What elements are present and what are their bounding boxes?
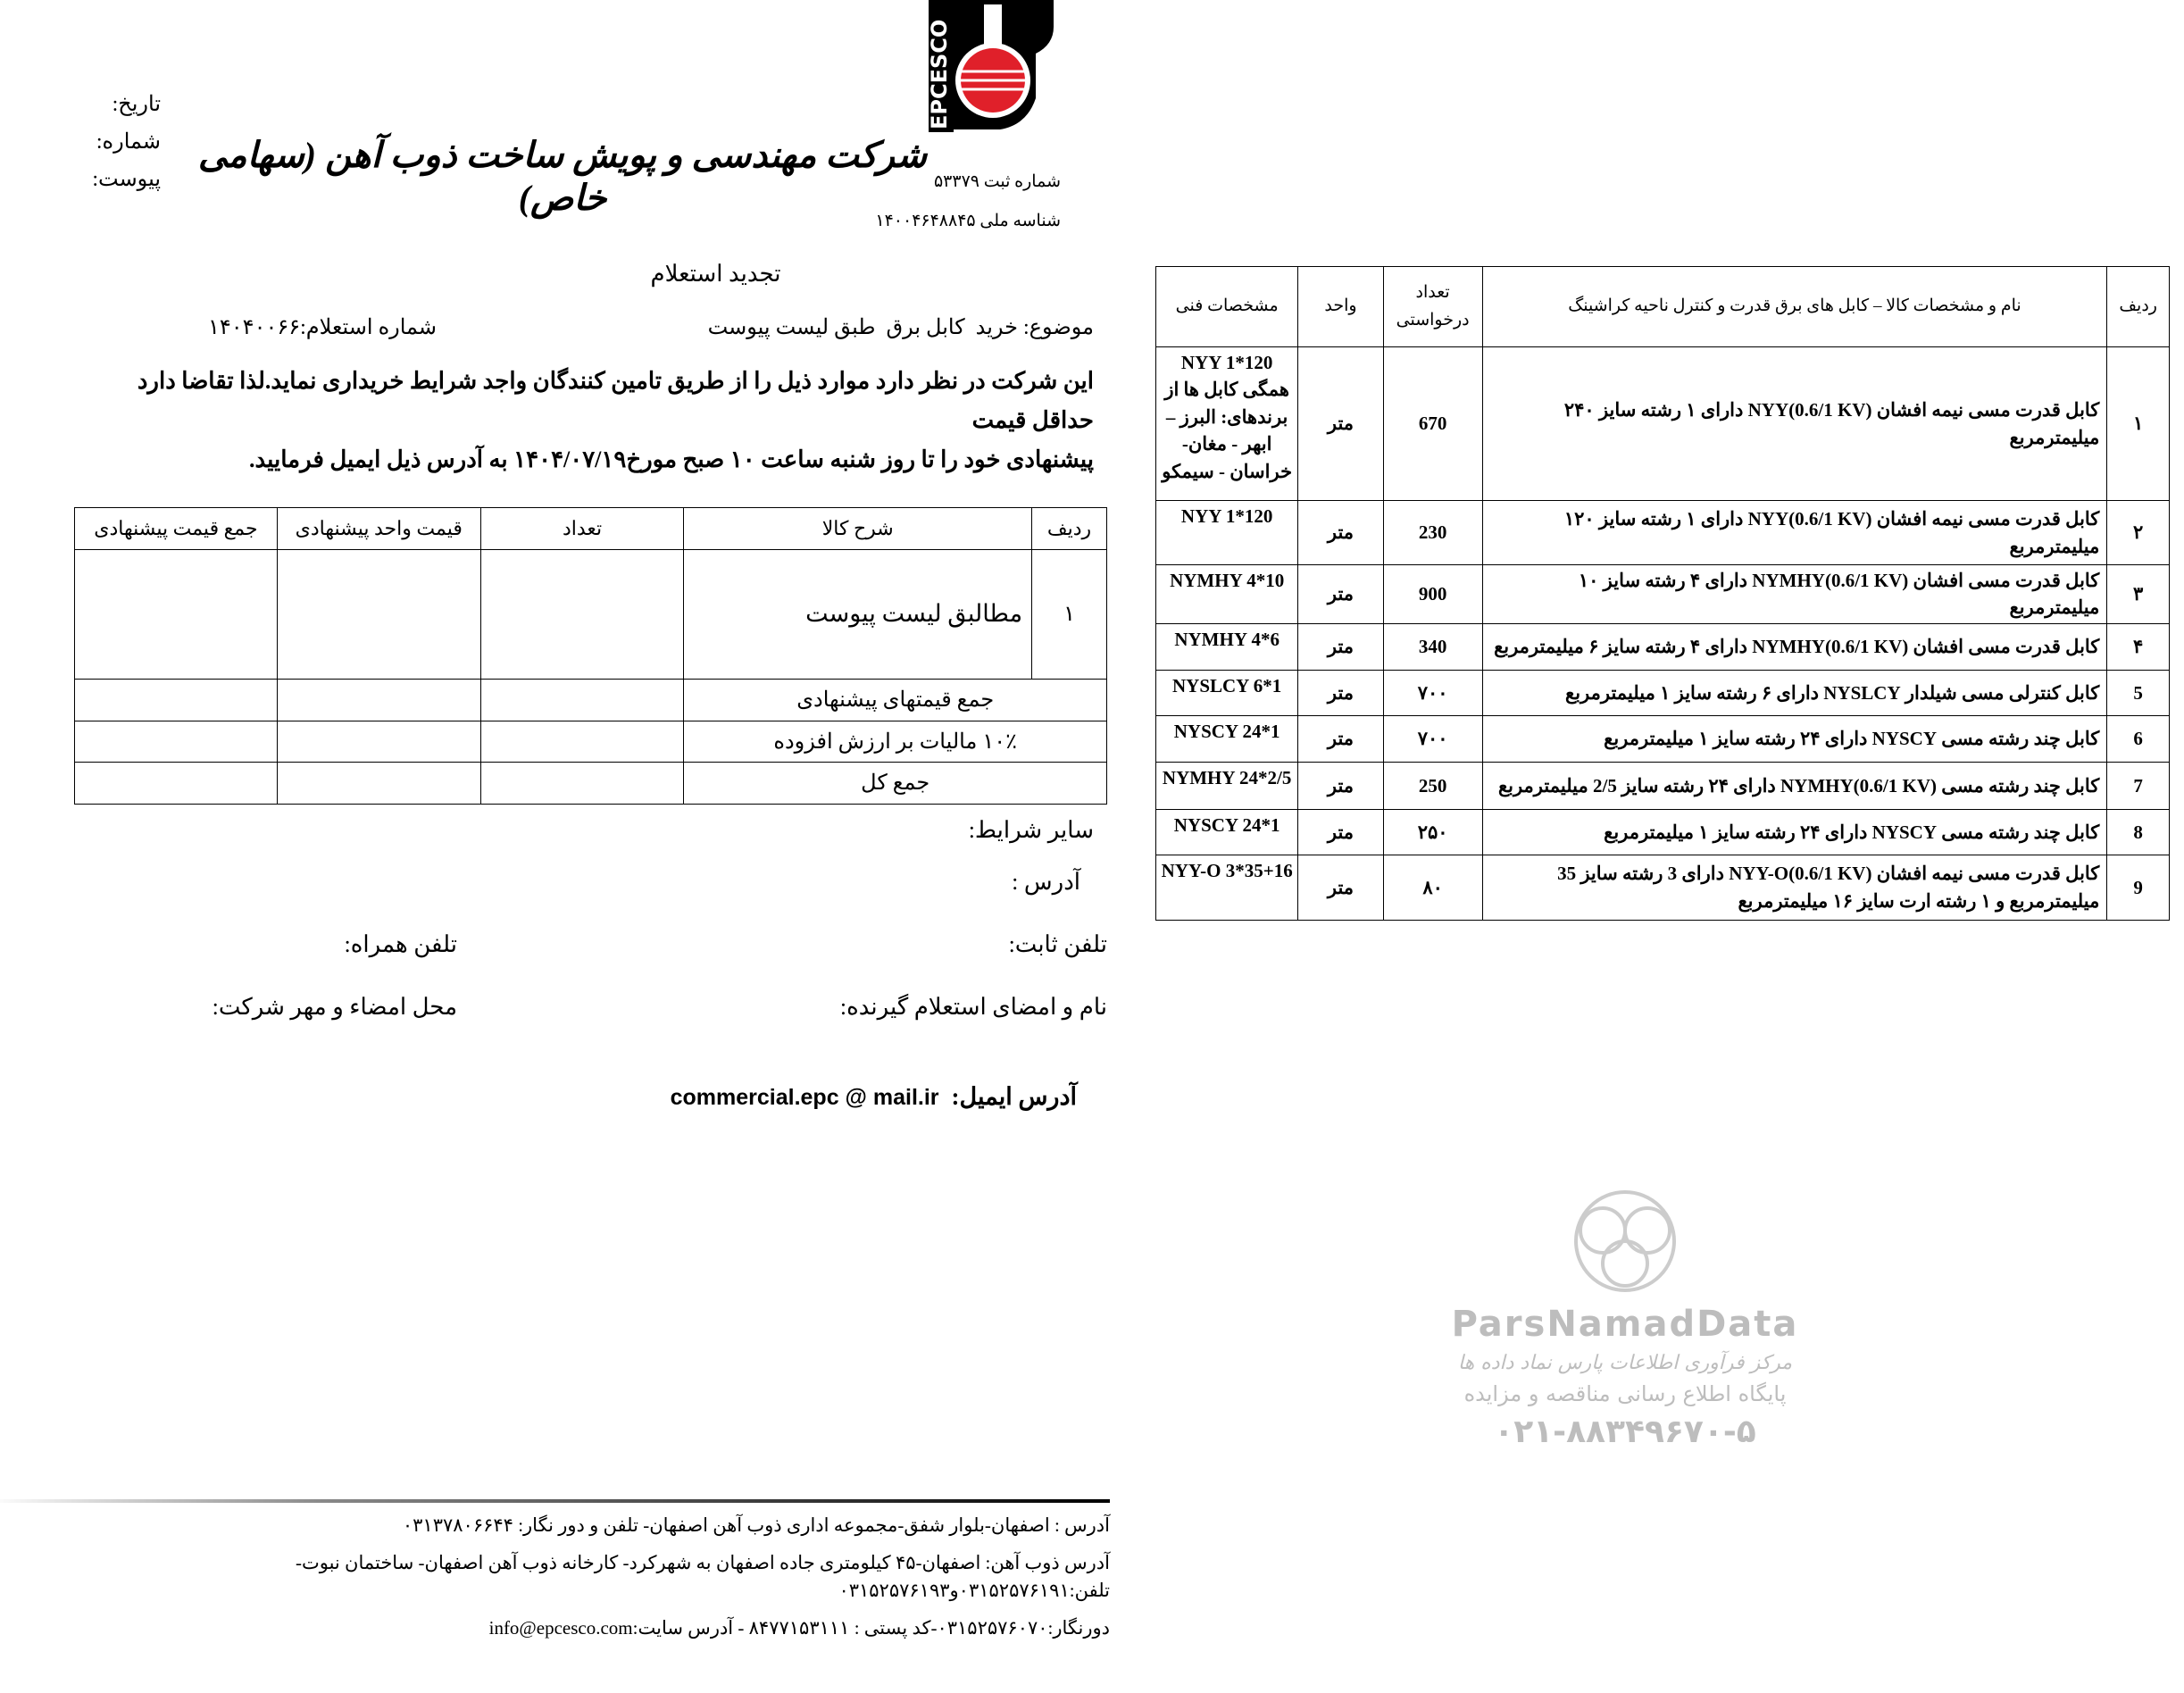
item-description: کابل قدرت مسی نیمه افشان (NYY(0.6/1 KV دارای ۱ رشته سایز ۲۴۰ میلیمترمربع bbox=[1482, 347, 2107, 501]
item-description: کابل قدرت مسی نیمه افشان (NYY-O(0.6/1 KV دارای 3 رشته سایز 35 میلیمترمربع و ۱ رشته ارت سایز ۱۶ میلیمترمربع bbox=[1482, 855, 2107, 920]
date-label: تاریخ: bbox=[112, 93, 161, 116]
email-label: آدرس ایمیل: bbox=[951, 1082, 1077, 1110]
number-label: شماره: bbox=[96, 130, 161, 154]
mobile-label: تلفن همراه: bbox=[344, 930, 457, 957]
subtotal-total-cell[interactable] bbox=[75, 679, 278, 721]
col-item-name: نام و مشخصات کالا – کابل های برق قدرت و کنترل ناحیه کراشینگ bbox=[1482, 267, 2107, 347]
item-unit: متر bbox=[1298, 715, 1383, 762]
company-logo bbox=[929, 0, 1058, 132]
item-quantity: ۲۵۰ bbox=[1383, 809, 1482, 855]
attachment-label: پیوست: bbox=[92, 168, 161, 191]
item-row bbox=[1156, 670, 2170, 715]
grand-total-label: جمع کل bbox=[684, 762, 1107, 804]
address-row bbox=[74, 869, 1107, 896]
row-index: ۳ bbox=[2107, 565, 2170, 624]
subtotal-unit-cell[interactable] bbox=[277, 679, 480, 721]
letter-column bbox=[74, 261, 1107, 1111]
item-quantity: 250 bbox=[1383, 762, 1482, 809]
item-quantity: ۷۰۰ bbox=[1383, 715, 1482, 762]
item-row bbox=[1156, 623, 2170, 670]
item-unit: متر bbox=[1298, 565, 1383, 624]
item-spec: NYMHY 4*6 bbox=[1156, 623, 1298, 670]
item-description: کابل قدرت مسی نیمه افشان (NYY(0.6/1 KV دارای ۱ رشته سایز ۱۲۰ میلیمترمربع bbox=[1482, 501, 2107, 565]
quote-table bbox=[74, 507, 1107, 805]
item-unit: متر bbox=[1298, 347, 1383, 501]
footer-address-plant: آدرس ذوب آهن: اصفهان-۴۵ کیلومتری جاده اصفهان به شهرکرد- کارخانه ذوب آهن اصفهان- ساختمان نبوت- تلفن:۰۳۱۵۲۵۷۶۱۹۱و۰۳۱۵۲۵۷۶۱۹۳ bbox=[295, 1551, 1110, 1601]
item-spec: NYY 1*120 bbox=[1156, 501, 1298, 565]
national-id: شناسه ملی ۱۴۰۰۴۶۴۸۸۴۵ bbox=[875, 212, 1061, 230]
recipient-signature-label: نام و امضای استعلام گیرنده: bbox=[839, 993, 1107, 1020]
item-row bbox=[1156, 501, 2170, 565]
item-unit: متر bbox=[1298, 623, 1383, 670]
col-index: ردیف bbox=[1032, 507, 1107, 549]
footer-address-office: آدرس : اصفهان-بلوار شفق-مجموعه اداری ذوب آهن اصفهان- تلفن و دور نگار: ۰۳۱۳۷۸۰۶۶۴۴ bbox=[402, 1514, 1110, 1536]
address-label: آدرس : bbox=[1012, 868, 1080, 895]
item-quantity: 900 bbox=[1383, 565, 1482, 624]
watermark-phone: ۰۲۱-۸۸۳۴۹۶۷۰-۵ bbox=[1494, 1414, 1756, 1450]
email-link[interactable]: commercial.epc @ mail.ir bbox=[670, 1084, 939, 1110]
col-unit: واحد bbox=[1298, 267, 1383, 347]
vat-row bbox=[75, 721, 1107, 762]
footer-contact: دورنگار:۰۳۱۵۲۵۷۶۰۷۰-کد پستی : ۸۴۷۷۱۵۳۱۱۱ - آدرس سایت:info@epcesco.com bbox=[488, 1616, 1110, 1639]
col-quantity: تعداد bbox=[480, 507, 684, 549]
vat-total-cell[interactable] bbox=[75, 721, 278, 762]
item-spec: NYY-O 3*35+16 bbox=[1156, 855, 1298, 920]
quote-row bbox=[75, 549, 1107, 679]
subtotal-row bbox=[75, 679, 1107, 721]
inquiry-number: شماره استعلام:۱۴۰۴۰۰۶۶ bbox=[208, 316, 438, 339]
watermark-brand: ParsNamadData bbox=[1451, 1304, 1799, 1345]
item-unit: متر bbox=[1298, 501, 1383, 565]
grand-unit-cell[interactable] bbox=[277, 762, 480, 804]
vat-unit-cell[interactable] bbox=[277, 721, 480, 762]
item-row bbox=[1156, 855, 2170, 920]
item-spec: NYSCY 24*1 bbox=[1156, 715, 1298, 762]
company-seal-label: محل امضاء و مهر شرکت: bbox=[212, 993, 457, 1020]
landline-label: تلفن ثابت: bbox=[1008, 930, 1107, 957]
row-index: 5 bbox=[2107, 670, 2170, 715]
total-price-cell[interactable] bbox=[75, 549, 278, 679]
footer bbox=[36, 1499, 1110, 1642]
item-spec: NYY 1*120 همگی کابل ها از برندهای: البرز – ابهر - مغان- خراسان - سیمکو bbox=[1156, 347, 1298, 501]
item-unit: متر bbox=[1298, 670, 1383, 715]
items-header-row bbox=[1156, 267, 2170, 347]
item-row bbox=[1156, 565, 2170, 624]
item-quantity: ۷۰۰ bbox=[1383, 670, 1482, 715]
item-description: کابل قدرت مسی افشان (NYMHY(0.6/1 KV دارای ۴ رشته سایز ۶ میلیمترمربع bbox=[1482, 623, 2107, 670]
row-index: 6 bbox=[2107, 715, 2170, 762]
letter-title: تجدید استعلام bbox=[650, 261, 781, 287]
item-description: کابل چند رشته مسی NYSCY دارای ۲۴ رشته سایز ۱ میلیمترمربع bbox=[1482, 715, 2107, 762]
logo-text: EPCESCO bbox=[929, 19, 952, 129]
item-row bbox=[1156, 715, 2170, 762]
row-index: 9 bbox=[2107, 855, 2170, 920]
row-index: ۲ bbox=[2107, 501, 2170, 565]
col-description: شرح کالا bbox=[684, 507, 1032, 549]
body-line-1: این شرکت در نظر دارد موارد ذیل را از طریق تامین کنندگان واجد شرایط خریداری نماید.لذا تقاضا دارد حداقل قیمت bbox=[137, 368, 1094, 434]
quantity-cell[interactable] bbox=[480, 549, 684, 679]
item-description: کابل چند رشته مسی (NYMHY(0.6/1 KV دارای ۲۴ رشته سایز 2/5 میلیمترمربع bbox=[1482, 762, 2107, 809]
item-unit: متر bbox=[1298, 809, 1383, 855]
subject-row bbox=[74, 314, 1107, 340]
item-quantity: ۸۰ bbox=[1383, 855, 1482, 920]
company-name: شرکت مهندسی و پویش ساخت ذوب آهن (سهامی خاص) bbox=[197, 135, 928, 218]
email-row bbox=[74, 1083, 1107, 1111]
row-index: 7 bbox=[2107, 762, 2170, 809]
item-row bbox=[1156, 347, 2170, 501]
subtotal-qty-cell[interactable] bbox=[480, 679, 684, 721]
watermark-line1: مرکز فرآوری اطلاعات پارس نماد داده ها bbox=[1457, 1352, 1793, 1374]
signature-row bbox=[74, 994, 1107, 1021]
items-table bbox=[1155, 266, 2170, 921]
item-description: کابل قدرت مسی افشان (NYMHY(0.6/1 KV دارای ۴ رشته سایز ۱۰ میلیمترمربع bbox=[1482, 565, 2107, 624]
row-description: مطالبق لیست پیوست bbox=[684, 549, 1032, 679]
row-index: ۴ bbox=[2107, 623, 2170, 670]
col-index: ردیف bbox=[2107, 267, 2170, 347]
other-terms-row bbox=[74, 817, 1107, 844]
item-quantity: 340 bbox=[1383, 623, 1482, 670]
quote-header-row bbox=[75, 507, 1107, 549]
vat-label: ۱۰٪ مالیات بر ارزش افزوده bbox=[684, 721, 1107, 762]
phone-row bbox=[74, 931, 1107, 958]
subject: موضوع: خرید کابل برق طبق لیست پیوست bbox=[707, 316, 1094, 339]
item-quantity: 670 bbox=[1383, 347, 1482, 501]
col-unit-price: قیمت واحد پیشنهادی bbox=[277, 507, 480, 549]
item-spec: NYSLCY 6*1 bbox=[1156, 670, 1298, 715]
item-description: کابل کنترلی مسی شیلدار NYSLCY دارای ۶ رشته سایز ۱ میلیمترمربع bbox=[1482, 670, 2107, 715]
item-quantity: 230 bbox=[1383, 501, 1482, 565]
item-spec: NYSCY 24*1 bbox=[1156, 809, 1298, 855]
col-technical-spec: مشخصات فنی bbox=[1156, 267, 1298, 347]
vat-qty-cell[interactable] bbox=[480, 721, 684, 762]
watermark bbox=[1339, 1188, 1911, 1450]
col-requested-qty: تعداد درخواستی bbox=[1383, 267, 1482, 347]
item-description: کابل چند رشته مسی NYSCY دارای ۲۴ رشته سایز ۱ میلیمترمربع bbox=[1482, 809, 2107, 855]
row-index: ۱ bbox=[2107, 347, 2170, 501]
col-total-price: جمع قیمت پیشنهادی bbox=[75, 507, 278, 549]
other-terms-label: سایر شرایط: bbox=[968, 816, 1094, 843]
watermark-line2: پایگاه اطلاع رسانی مناقصه و مزایده bbox=[1463, 1381, 1787, 1406]
item-row bbox=[1156, 762, 2170, 809]
item-row bbox=[1156, 809, 2170, 855]
item-spec: NYMHY 4*10 bbox=[1156, 565, 1298, 624]
body-line-2: پیشنهادی خود را تا روز شنبه ساعت ۱۰ صبح مورخ۱۴۰۴/۰۷/۱۹ به آدرس ذیل ایمیل فرمایید. bbox=[249, 446, 1094, 473]
row-index: 8 bbox=[2107, 809, 2170, 855]
letter-body bbox=[74, 362, 1107, 480]
item-unit: متر bbox=[1298, 762, 1383, 809]
footer-divider bbox=[0, 1499, 1110, 1503]
row-index: ۱ bbox=[1032, 549, 1107, 679]
watermark-emblem-icon bbox=[1536, 1188, 1714, 1295]
grand-total-cell[interactable] bbox=[75, 762, 278, 804]
grand-qty-cell[interactable] bbox=[480, 762, 684, 804]
item-spec: NYMHY 24*2/5 bbox=[1156, 762, 1298, 809]
registration-number: شماره ثبت ۵۳۳۷۹ bbox=[933, 172, 1061, 191]
item-unit: متر bbox=[1298, 855, 1383, 920]
grand-total-row bbox=[75, 762, 1107, 804]
subtotal-label: جمع قیمتهای پیشنهادی bbox=[684, 679, 1107, 721]
unit-price-cell[interactable] bbox=[277, 549, 480, 679]
